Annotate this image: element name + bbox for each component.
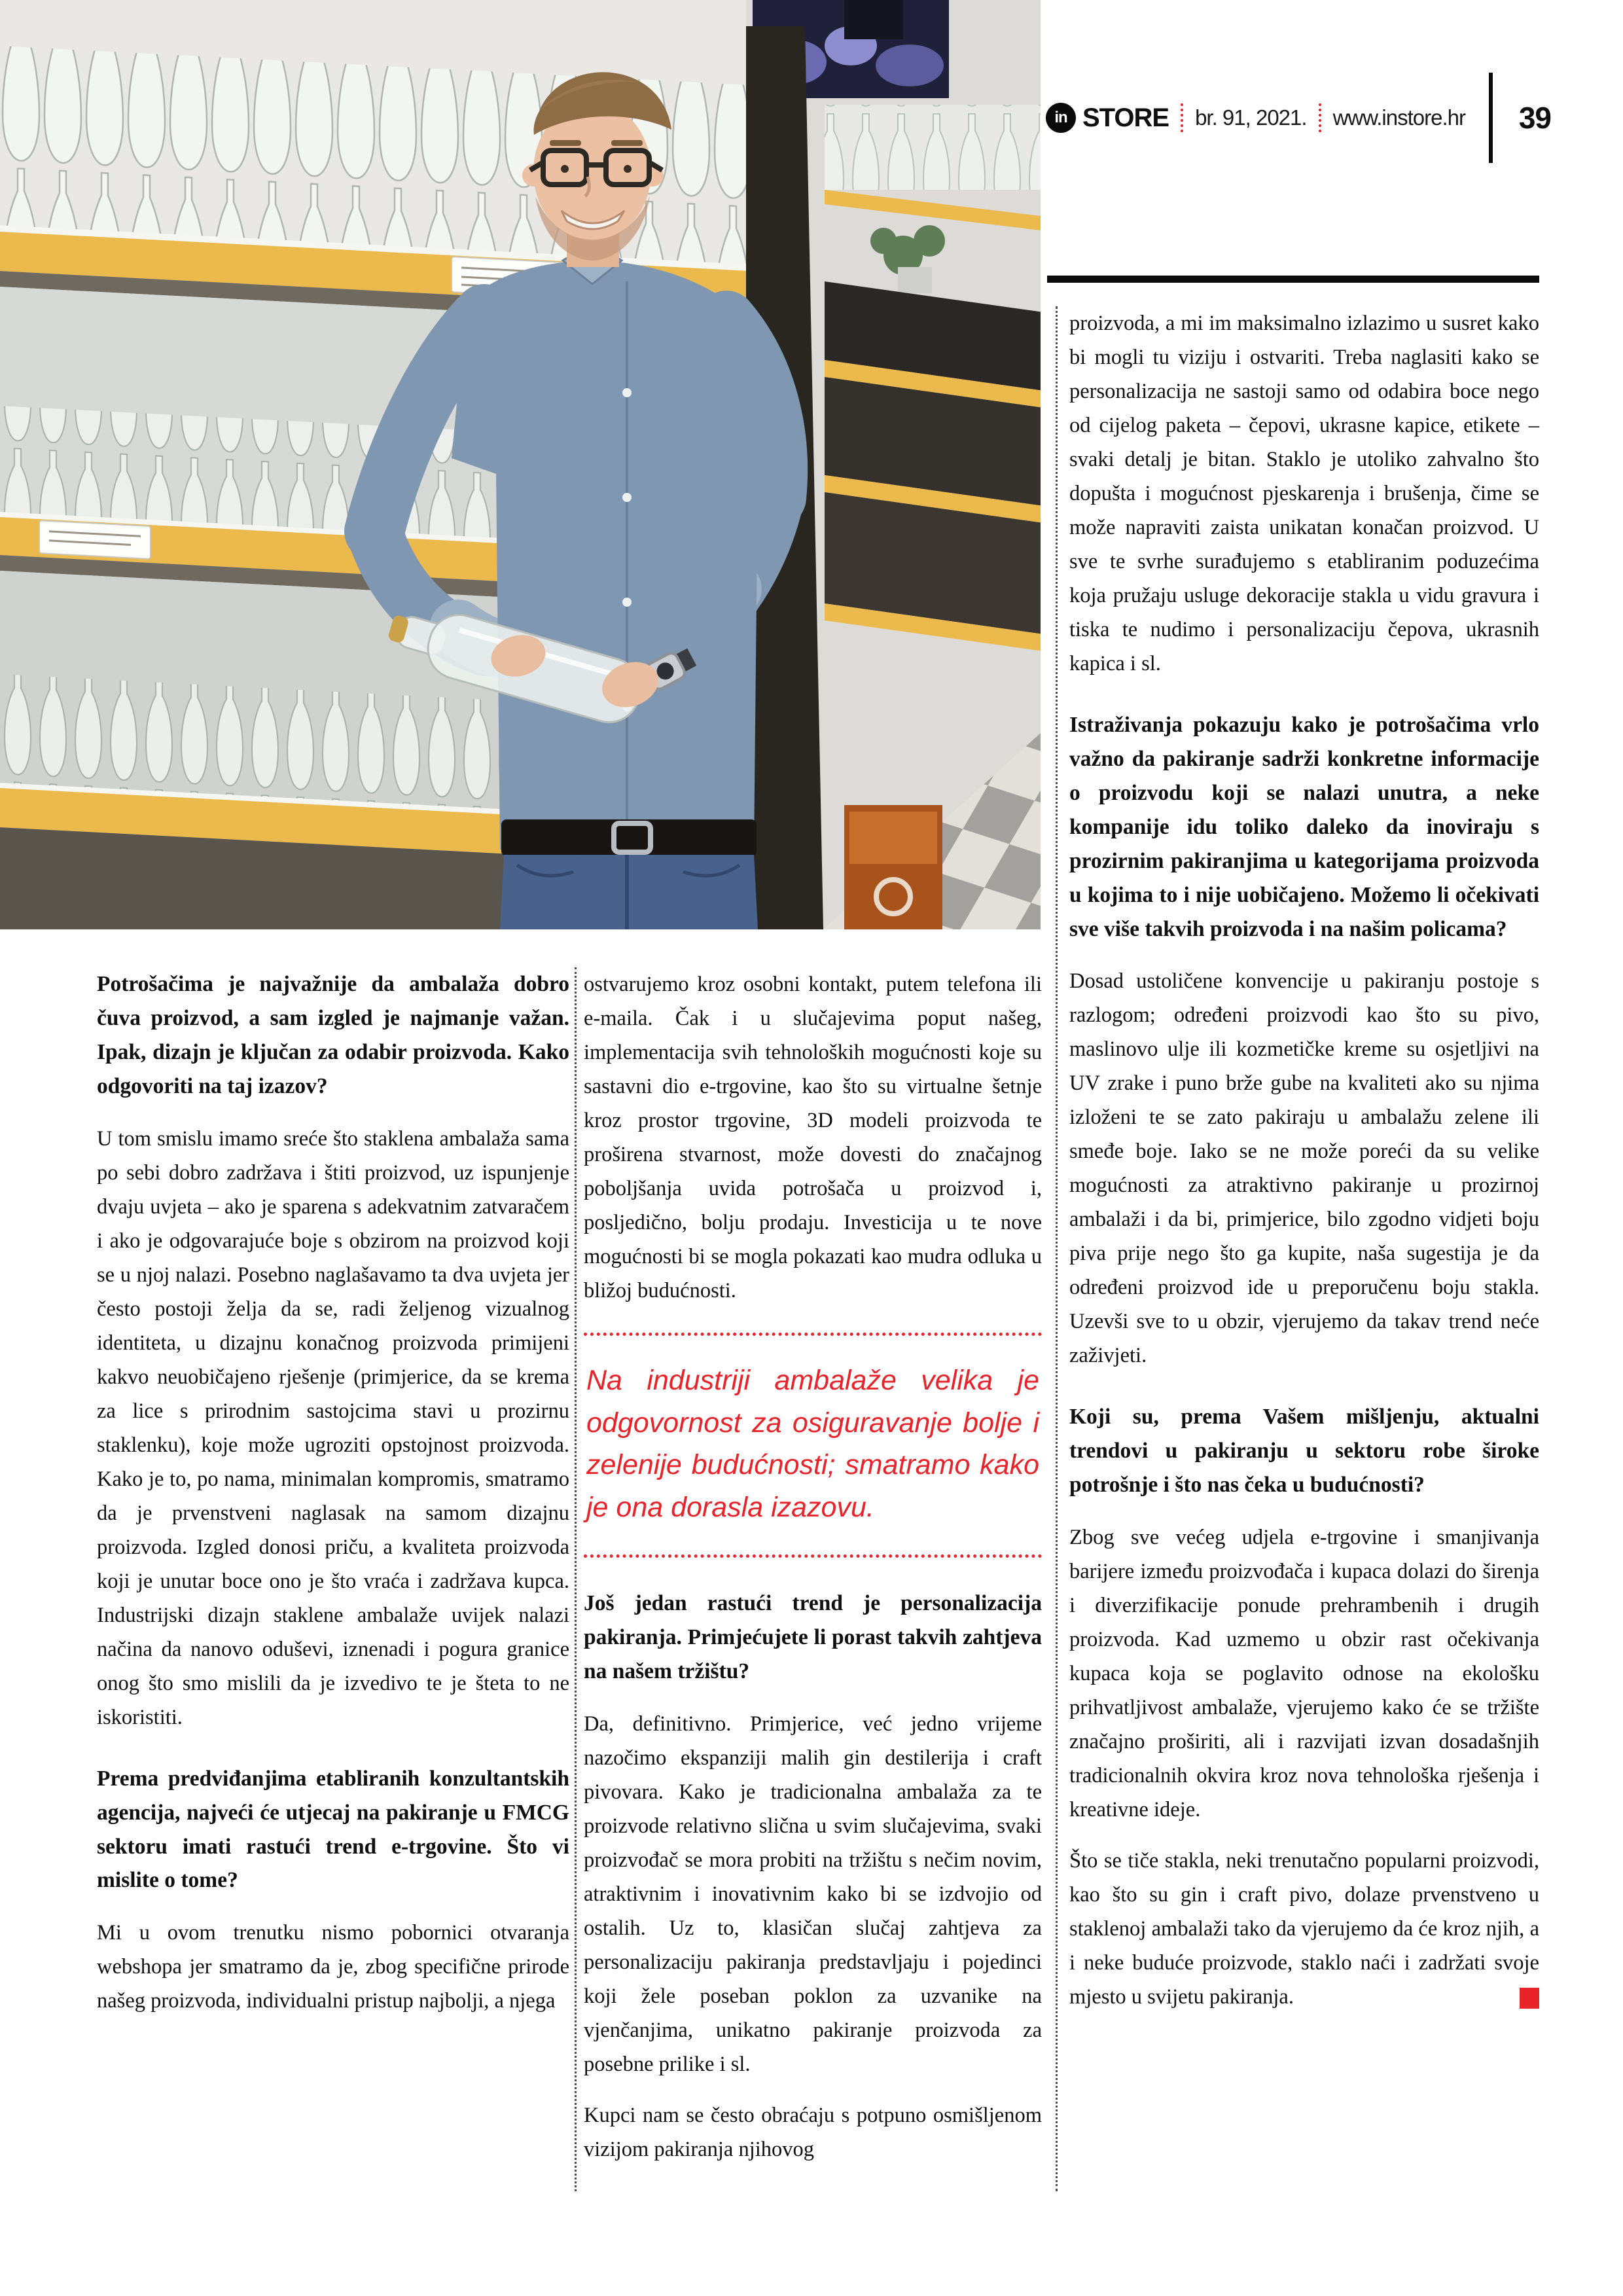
website-url: www.instore.hr [1332, 105, 1465, 130]
pull-quote [584, 1333, 1042, 1558]
interview-question: Još jedan rastući trend je personalizacija pakiranja. Primjećujete li porast takvih zahtjeva na našem tržištu? [584, 1591, 1042, 1683]
interview-answer: U tom smislu imamo sreće što staklena ambalaža sama po sebi dobro zadržava i štiti proizvod, uz ispunjenje dvaju uvjeta – ako je sparena s adekvatnim zatvaračem i ako je odgovarajuće boje s obzirom na proizvod koji se u njoj nalazi. Posebno naglašavamo ta dva uvjeta jer često postoji želja da se, radi željenog vizualnog identiteta, u dizajnu konačnog proizvoda primijeni kakvo neuobičajeno rješenje (primjerice, da se krema za lice s prirodnim sastojcima stavi u prozirnu staklenku), koje može ugroziti opstojnost proizvoda. Kako je to, po nama, minimalan kompromis, smatramo da je prvenstveni naglasak na samom dizajnu proizvoda. Izgled donosi priču, a kvaliteta proizvoda koji je unutar boce ono je što vraća i zadržava kupca. Industrijski dizajn staklene ambalaže uvijek nalazi načina da nanovo oduševi, iznenadi i pogura granice onog što smo mislili da je izvedivo te je šteta to ne iskoristiti. [97, 1126, 569, 1729]
red-dotted-separator [1181, 103, 1183, 132]
article-end-mark [1520, 1988, 1539, 2009]
page-header [1046, 72, 1551, 164]
interview-answer: proizvoda, a mi im maksimalno izlazimo u susret kako bi mogli tu viziju i ostvariti. Treba naglasiti kako se personalizacija ne sastoji samo od odabira boce nego od cijelog paketa – čepovi, ukrasne kapice, etikete – svaki detalj je bitan. Staklo je utoliko zahvalno što dopušta i mogućnost pjeskarenja i brušenja, čime se može napraviti zaista unikatan konačan proizvod. U sve te svrhe surađujemo s etabliranim poduzećima koja pružaju usluge dekoracije stakla u vidu gravura i tiska te nudimo i personalizaciju čepova, ukrasnih kapica i sl. [1069, 312, 1539, 675]
article-column-right [1069, 306, 1539, 2031]
interview-answer: Zbog sve većeg udjela e-trgovine i smanjivanja barijere između proizvođača i kupaca dolazi do širenja i diverzifikacije ponude prehrambenih i drugih proizvoda. Kad uzmemo u obzir rast očekivanja kupaca koja se poglavito odnose na ekološku prihvatljivost ambalaže, vjerujemo kako će se tržište značajno proširiti, ali i razvijati izvan dosadašnjih tradicionalnih okvira kroz nova tehnološka rješenja i kreativne ideje. [1069, 1526, 1539, 1822]
interview-question: Koji su, prema Vašem mišljenju, aktualni trendovi u pakiranju u sektoru robe široke potrošnje i što nas čeka u budućnosti? [1069, 1405, 1539, 1498]
page-number: 39 [1518, 101, 1551, 135]
red-dotted-separator [1319, 103, 1321, 132]
interview-answer: Dosad ustoličene konvencije u pakiranju postoje s razlogom; određeni proizvodi kao što su pivo, maslinovo ulje ili kozmetičke kreme su osjetljivi na UV zrake i puno brže gube na kvaliteti ako su njima izloženi te se zato pakiraju u ambalažu zelene ili smeđe boje. Iako se ne može poreći da su velike mogućnosti za atraktivno pakiranje u prozirnoj ambalaži i da bi, primjerice, bilo zgodno vidjeti boju piva prije nego što ga kupite, naša sugestija je da određeni proizvod ide u preporučenu boju stakla. Uzevši sve to u obzir, vjerujemo da takav trend neće zaživjeti. [1069, 969, 1539, 1368]
interview-answer-final [1069, 1844, 1539, 2014]
cardboard-box [844, 805, 942, 929]
header-divider-bar [1489, 73, 1493, 163]
article-column-middle [584, 967, 1042, 2183]
column-divider-right [1056, 306, 1058, 2191]
instore-logo-icon [1046, 103, 1076, 133]
article-column-left [97, 967, 569, 2035]
interview-answer: Da, definitivno. Primjerice, već jedno vrijeme nazočimo ekspanziji malih gin destilerija i craft pivovara. Kako je tradicionalna ambalaža za te proizvode relativno slična u svim slučajevima, svaki proizvođač se mora probiti na tržištu s nečim novim, atraktivnim i inovativnim kako bi se izdvojio od ostalih. Uz to, klasičan slučaj zahtjeva za personalizaciju pakiranja predstavljaju i pojedinci koji žele poseban poklon za uzvanike na vjenčanjima, unikatno pakiranje proizvoda za posebne prilike i sl. [584, 1712, 1042, 2076]
interview-question: Istraživanja pokazuju kako je potrošačima vrlo važno da pakiranje sadrži konkretne informacije o proizvodu koji se nalazi unutra, a neke kompanije idu toliko daleko da inoviraju s prozirnim pakiranjima u kategorijama proizvoda u kojima to i nije uobičajeno. Možemo li očekivati sve više takvih proizvoda i na našim policama? [1069, 713, 1539, 941]
right-column-top-rule [1047, 276, 1539, 283]
column-divider-left [575, 967, 577, 2191]
logo-in-text: in [1054, 109, 1067, 126]
pull-quote-text: Na industriji ambalaže velika je odgovornost za osiguravanje bolje i zelenije budućnosti; smatramo kako je ona dorasla izazovu. [586, 1365, 1039, 1523]
interview-question: Prema predviđanjima etabliranih konzultantskih agencija, najveći će utjecaj na pakiranje u FMCG sektoru imati rastući trend e-trgovine. Što vi mislite o tome? [97, 1766, 569, 1893]
store-photo [0, 0, 1041, 929]
logo-store-text: STORE [1082, 103, 1169, 132]
final-answer-text: Što se tiče stakla, neki trenutačno popularni proizvodi, kao što su gin i craft pivo, dolaze prvenstveno u staklenoj ambalaži tako da vjerujemo da će kroz njih, a i neke buduće proizvode, staklo naći i zadržati svoje mjesto u svijetu pakiranja. [1069, 1849, 1539, 2009]
interview-answer: Kupci nam se često obraćaju s potpuno osmišljenom vizijom pakiranja njihovog [584, 2103, 1042, 2161]
interview-answer: Mi u ovom trenutku nismo pobornici otvaranja webshopa jer smatramo da je, zbog specifične prirode našeg proizvoda, individualni pristup najbolji, a njega [97, 1921, 569, 2013]
interview-question: Potrošačima je najvažnije da ambalaža dobro čuva proizvod, a sam izgled je najmanje važan. Ipak, dizajn je ključan za odabir proizvoda. Kako odgovoriti na taj izazov? [97, 972, 569, 1098]
interview-answer: ostvarujemo kroz osobni kontakt, putem telefona ili e-maila. Čak i u slučajevima poput našeg, implementacija svih tehnoloških mogućnosti koje su sastavni dio e-trgovine, kao što su virtualne šetnje kroz prostor trgovine, 3D modeli proizvoda te proširena stvarnost, može dovesti do značajnog poboljšanja uvida potrošača u proizvod i, posljedično, bolju prodaju. Investicija u te nove mogućnosti bi se mogla pokazati kao mudra odluka u bližoj budućnosti. [584, 973, 1042, 1302]
issue-number: br. 91, 2021. [1195, 105, 1307, 130]
